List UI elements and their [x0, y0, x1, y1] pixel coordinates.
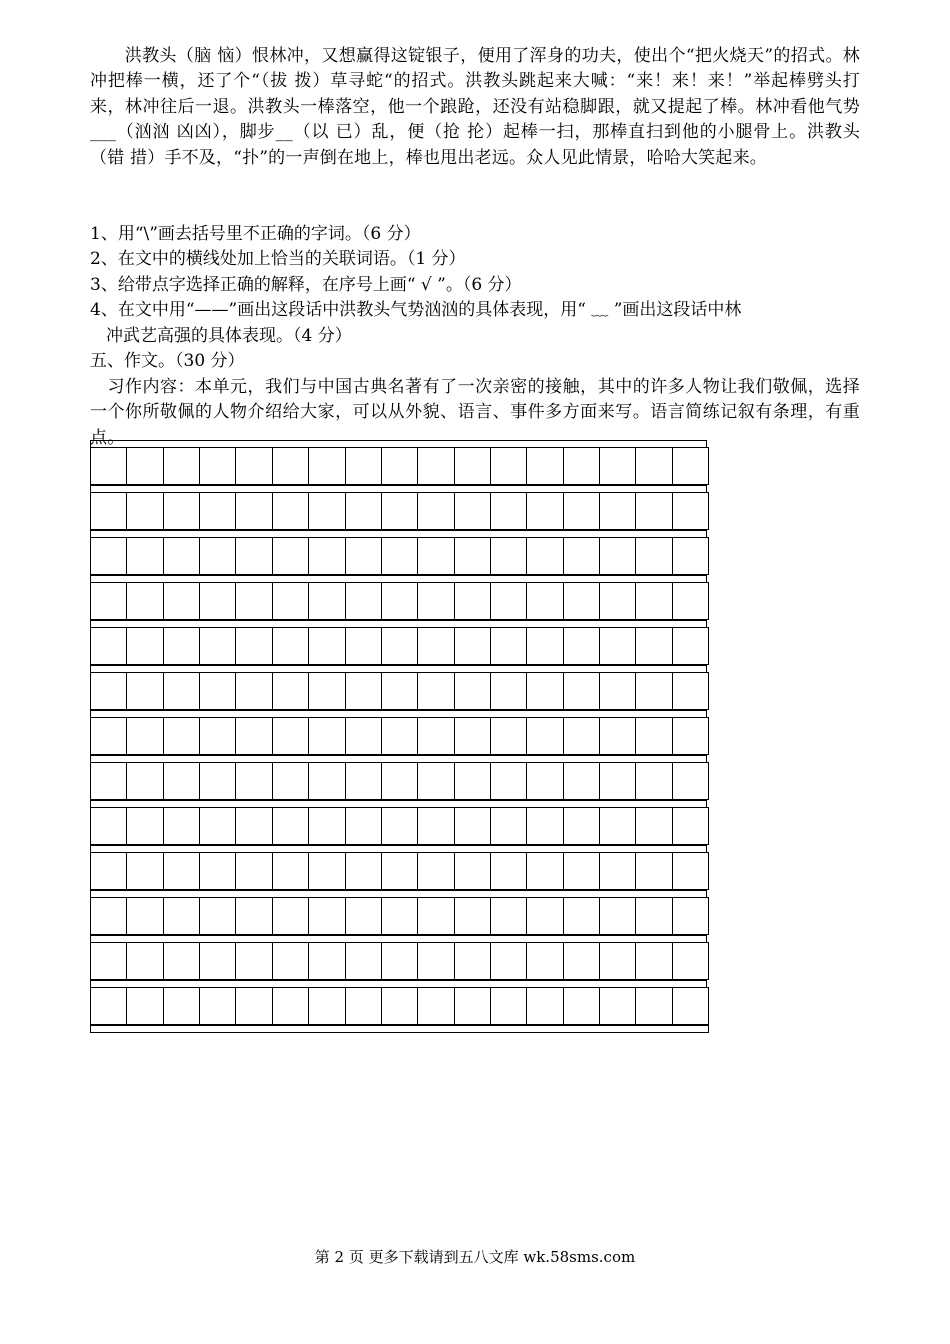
grid-cell[interactable] — [672, 537, 709, 575]
grid-cell[interactable] — [163, 537, 199, 575]
essay-heading: 五、作文。（30 分） — [90, 351, 245, 371]
grid-cell[interactable] — [635, 492, 671, 530]
grid-cell[interactable] — [381, 987, 417, 1025]
grid-cell[interactable] — [635, 672, 671, 710]
grid-cell[interactable] — [635, 987, 671, 1025]
grid-cell[interactable] — [90, 447, 126, 485]
question-4-continued: 冲武艺高强的具体表现。（4 分） — [106, 326, 352, 346]
grid-cell[interactable] — [308, 492, 344, 530]
grid-cell[interactable] — [199, 447, 235, 485]
grid-cell[interactable] — [163, 897, 199, 935]
grid-cell[interactable] — [454, 987, 490, 1025]
grid-cell[interactable] — [490, 942, 526, 980]
grid-cell[interactable] — [235, 807, 271, 845]
grid-cell[interactable] — [126, 672, 162, 710]
grid-row-divider — [90, 575, 707, 582]
essay-prompt: 习作内容：本单元，我们与中国古典名著有了一次亲密的接触，其中的许多人物让我们敬佩，选择一个你所敬佩的人物介绍给大家，可以从外貌、语言、事件多方面来写。语言简练记叙有条理，有重点。 — [90, 377, 860, 448]
grid-cell[interactable] — [599, 672, 635, 710]
grid-cell[interactable] — [490, 807, 526, 845]
grid-cell[interactable] — [454, 537, 490, 575]
grid-cell[interactable] — [454, 897, 490, 935]
grid-cell[interactable] — [199, 762, 235, 800]
grid-row — [90, 710, 709, 755]
grid-cell[interactable] — [199, 717, 235, 755]
grid-row — [90, 890, 709, 935]
grid-cell[interactable] — [126, 447, 162, 485]
grid-cell[interactable] — [272, 717, 308, 755]
grid-cell[interactable] — [563, 717, 599, 755]
grid-cell[interactable] — [126, 807, 162, 845]
grid-row — [90, 665, 709, 710]
grid-cell[interactable] — [417, 717, 453, 755]
grid-cell[interactable] — [672, 582, 709, 620]
grid-cell[interactable] — [454, 627, 490, 665]
essay-writing-grid[interactable] — [90, 440, 709, 1025]
grid-cell[interactable] — [163, 582, 199, 620]
grid-cell[interactable] — [199, 987, 235, 1025]
grid-cell[interactable] — [417, 582, 453, 620]
grid-cell[interactable] — [345, 492, 381, 530]
grid-cell[interactable] — [126, 492, 162, 530]
grid-cell[interactable] — [345, 537, 381, 575]
grid-cell[interactable] — [90, 582, 126, 620]
grid-row-divider — [90, 710, 707, 717]
grid-cell[interactable] — [90, 537, 126, 575]
grid-cell[interactable] — [490, 672, 526, 710]
grid-cells — [90, 852, 709, 890]
grid-cell[interactable] — [308, 447, 344, 485]
grid-row-divider — [90, 800, 707, 807]
grid-cell[interactable] — [417, 897, 453, 935]
grid-cell[interactable] — [163, 987, 199, 1025]
grid-cell[interactable] — [163, 672, 199, 710]
grid-cell[interactable] — [235, 987, 271, 1025]
grid-cell[interactable] — [199, 942, 235, 980]
grid-row — [90, 575, 709, 620]
grid-cells — [90, 897, 709, 935]
grid-cell[interactable] — [454, 852, 490, 890]
grid-cells — [90, 672, 709, 710]
grid-cell[interactable] — [672, 492, 709, 530]
grid-cell[interactable] — [90, 492, 126, 530]
grid-cell[interactable] — [272, 582, 308, 620]
grid-cell[interactable] — [490, 717, 526, 755]
grid-cell[interactable] — [490, 897, 526, 935]
grid-cell[interactable] — [490, 537, 526, 575]
grid-cell[interactable] — [635, 807, 671, 845]
grid-cell[interactable] — [490, 627, 526, 665]
grid-cell[interactable] — [672, 672, 709, 710]
grid-cell[interactable] — [235, 897, 271, 935]
grid-cell[interactable] — [635, 762, 671, 800]
grid-cell[interactable] — [381, 852, 417, 890]
grid-cell[interactable] — [381, 897, 417, 935]
grid-cell[interactable] — [599, 717, 635, 755]
grid-cell[interactable] — [308, 942, 344, 980]
grid-cell[interactable] — [235, 717, 271, 755]
grid-row-divider — [90, 620, 707, 627]
grid-cell[interactable] — [163, 762, 199, 800]
grid-cell[interactable] — [272, 897, 308, 935]
grid-cell[interactable] — [199, 492, 235, 530]
grid-cell[interactable] — [454, 807, 490, 845]
grid-cell[interactable] — [563, 807, 599, 845]
grid-cell[interactable] — [490, 987, 526, 1025]
grid-cell[interactable] — [526, 762, 562, 800]
grid-row-divider — [90, 485, 707, 492]
grid-cell[interactable] — [308, 807, 344, 845]
grid-cell[interactable] — [599, 627, 635, 665]
grid-cell[interactable] — [490, 582, 526, 620]
grid-cell[interactable] — [235, 537, 271, 575]
grid-cell[interactable] — [126, 942, 162, 980]
grid-cell[interactable] — [417, 987, 453, 1025]
grid-cell[interactable] — [526, 852, 562, 890]
grid-cell[interactable] — [635, 717, 671, 755]
grid-cell[interactable] — [163, 717, 199, 755]
grid-cell[interactable] — [126, 897, 162, 935]
grid-cell[interactable] — [526, 672, 562, 710]
grid-cell[interactable] — [417, 537, 453, 575]
grid-cell[interactable] — [417, 447, 453, 485]
grid-cell[interactable] — [635, 537, 671, 575]
grid-row — [90, 800, 709, 845]
grid-cells — [90, 537, 709, 575]
grid-cell[interactable] — [345, 627, 381, 665]
grid-cells — [90, 807, 709, 845]
grid-cell[interactable] — [308, 582, 344, 620]
grid-cell[interactable] — [381, 942, 417, 980]
grid-cell[interactable] — [599, 537, 635, 575]
grid-cell[interactable] — [490, 447, 526, 485]
grid-cell[interactable] — [672, 942, 709, 980]
grid-cell[interactable] — [563, 852, 599, 890]
question-2: 2、在文中的横线处加上恰当的关联词语。（1 分） — [90, 249, 466, 269]
grid-cell[interactable] — [308, 672, 344, 710]
grid-cell[interactable] — [526, 627, 562, 665]
grid-cell[interactable] — [126, 717, 162, 755]
grid-cell[interactable] — [635, 627, 671, 665]
grid-cell[interactable] — [599, 762, 635, 800]
grid-cell[interactable] — [526, 987, 562, 1025]
grid-cell[interactable] — [599, 492, 635, 530]
grid-cell[interactable] — [235, 627, 271, 665]
grid-cell[interactable] — [563, 582, 599, 620]
grid-cell[interactable] — [163, 942, 199, 980]
grid-cell[interactable] — [526, 807, 562, 845]
grid-cell[interactable] — [381, 807, 417, 845]
grid-cell[interactable] — [308, 852, 344, 890]
grid-cell[interactable] — [235, 762, 271, 800]
grid-cell[interactable] — [126, 537, 162, 575]
grid-cell[interactable] — [163, 492, 199, 530]
grid-cell[interactable] — [635, 897, 671, 935]
grid-cell[interactable] — [417, 852, 453, 890]
grid-cell[interactable] — [417, 942, 453, 980]
grid-cell[interactable] — [163, 852, 199, 890]
grid-cell[interactable] — [272, 852, 308, 890]
grid-row-divider — [90, 755, 707, 762]
grid-cell[interactable] — [563, 762, 599, 800]
grid-cell[interactable] — [345, 582, 381, 620]
grid-cell[interactable] — [90, 987, 126, 1025]
grid-bottom-border — [90, 1025, 709, 1033]
grid-cells — [90, 582, 709, 620]
grid-cell[interactable] — [417, 627, 453, 665]
question-1: 1、用“\”画去括号里不正确的字词。（6 分） — [90, 224, 421, 244]
grid-cell[interactable] — [345, 987, 381, 1025]
grid-cell[interactable] — [672, 897, 709, 935]
grid-cell[interactable] — [235, 492, 271, 530]
grid-cell[interactable] — [272, 807, 308, 845]
grid-row-divider — [90, 890, 707, 897]
grid-cell[interactable] — [126, 762, 162, 800]
grid-cell[interactable] — [345, 852, 381, 890]
grid-cell[interactable] — [235, 852, 271, 890]
grid-cell[interactable] — [599, 852, 635, 890]
grid-cell[interactable] — [90, 762, 126, 800]
grid-row — [90, 845, 709, 890]
grid-cell[interactable] — [235, 447, 271, 485]
grid-cell[interactable] — [454, 447, 490, 485]
grid-cell[interactable] — [635, 852, 671, 890]
grid-cell[interactable] — [454, 492, 490, 530]
grid-cell[interactable] — [526, 897, 562, 935]
grid-cell[interactable] — [563, 492, 599, 530]
grid-cell[interactable] — [563, 987, 599, 1025]
grid-cell[interactable] — [417, 807, 453, 845]
grid-cell[interactable] — [381, 672, 417, 710]
grid-cell[interactable] — [672, 852, 709, 890]
grid-cell[interactable] — [599, 447, 635, 485]
grid-cell[interactable] — [308, 897, 344, 935]
grid-cell[interactable] — [235, 582, 271, 620]
grid-cell[interactable] — [345, 717, 381, 755]
grid-cell[interactable] — [381, 582, 417, 620]
grid-cell[interactable] — [90, 942, 126, 980]
grid-cells — [90, 447, 709, 485]
grid-cell[interactable] — [126, 627, 162, 665]
grid-cell[interactable] — [90, 807, 126, 845]
grid-cell[interactable] — [526, 537, 562, 575]
grid-cell[interactable] — [126, 852, 162, 890]
grid-cell[interactable] — [272, 762, 308, 800]
grid-cell[interactable] — [672, 627, 709, 665]
grid-cell[interactable] — [381, 492, 417, 530]
grid-row-divider — [90, 935, 707, 942]
grid-cell[interactable] — [526, 492, 562, 530]
grid-row — [90, 440, 709, 485]
grid-cell[interactable] — [90, 672, 126, 710]
grid-cells — [90, 987, 709, 1025]
grid-cell[interactable] — [563, 627, 599, 665]
grid-cell[interactable] — [417, 672, 453, 710]
grid-cell[interactable] — [163, 627, 199, 665]
reading-passage: 洪教头（脑 恼）恨林冲，又想赢得这锭银子，便用了浑身的功夫，使出个“把火烧天”的招式。林冲把棒一横，还了个“（拔 拨）草寻蛇“的招式。洪教头跳起来大喊：“来！来！来！”举起棒劈头打来，林冲往后一退。洪教头一棒落空，他一个踉跄，还没有站稳脚跟，就又提起了棒。林冲看他气势___（汹汹 凶凶），脚步__（以 已）乱，便（抢 抡）起棒一扫，那棒直扫到他的小腿骨上。洪教头（错 措）手不及，“扑”的一声倒在地上，棒也甩出老远。众人见此情景，哈哈大笑起来。 — [90, 46, 860, 168]
grid-row — [90, 980, 709, 1025]
grid-cell[interactable] — [90, 852, 126, 890]
grid-cell[interactable] — [272, 987, 308, 1025]
grid-cell[interactable] — [345, 942, 381, 980]
grid-cell[interactable] — [563, 942, 599, 980]
grid-cell[interactable] — [345, 447, 381, 485]
question-3: 3、给带点字选择正确的解释，在序号上画“ √ ”。（6 分） — [90, 275, 522, 295]
grid-cell[interactable] — [381, 627, 417, 665]
grid-cell[interactable] — [563, 447, 599, 485]
grid-cell[interactable] — [272, 447, 308, 485]
grid-cell[interactable] — [417, 492, 453, 530]
grid-cell[interactable] — [454, 672, 490, 710]
grid-cell[interactable] — [272, 537, 308, 575]
grid-cell[interactable] — [308, 987, 344, 1025]
grid-cell[interactable] — [563, 672, 599, 710]
grid-cell[interactable] — [672, 447, 709, 485]
grid-cell[interactable] — [199, 582, 235, 620]
grid-row-divider — [90, 665, 707, 672]
grid-cell[interactable] — [199, 627, 235, 665]
grid-cell[interactable] — [126, 987, 162, 1025]
grid-cell[interactable] — [599, 582, 635, 620]
grid-cell[interactable] — [526, 717, 562, 755]
grid-cell[interactable] — [599, 897, 635, 935]
grid-cell[interactable] — [272, 492, 308, 530]
grid-cell[interactable] — [490, 762, 526, 800]
grid-cell[interactable] — [526, 582, 562, 620]
grid-cell[interactable] — [199, 807, 235, 845]
grid-cell[interactable] — [672, 807, 709, 845]
grid-row-divider — [90, 980, 707, 987]
grid-cells — [90, 717, 709, 755]
grid-row — [90, 935, 709, 980]
grid-cell[interactable] — [381, 762, 417, 800]
grid-row-divider — [90, 440, 707, 447]
grid-cell[interactable] — [272, 672, 308, 710]
grid-row — [90, 755, 709, 800]
grid-cell[interactable] — [599, 807, 635, 845]
grid-cell[interactable] — [90, 627, 126, 665]
grid-cell[interactable] — [308, 537, 344, 575]
grid-cell[interactable] — [163, 447, 199, 485]
grid-cell[interactable] — [272, 627, 308, 665]
grid-row — [90, 485, 709, 530]
grid-cell[interactable] — [199, 852, 235, 890]
grid-cell[interactable] — [454, 582, 490, 620]
page-footer: 第 2 页 更多下载请到五八文库 wk.58sms.com — [314, 1248, 636, 1266]
grid-cells — [90, 627, 709, 665]
grid-cell[interactable] — [345, 897, 381, 935]
grid-cell[interactable] — [199, 897, 235, 935]
grid-cell[interactable] — [599, 942, 635, 980]
grid-cell[interactable] — [308, 717, 344, 755]
grid-cell[interactable] — [90, 897, 126, 935]
grid-cell[interactable] — [381, 537, 417, 575]
grid-cell[interactable] — [381, 717, 417, 755]
grid-row-divider — [90, 530, 707, 537]
grid-cell[interactable] — [672, 717, 709, 755]
grid-cell[interactable] — [454, 717, 490, 755]
grid-cell[interactable] — [599, 987, 635, 1025]
grid-cell[interactable] — [672, 762, 709, 800]
grid-row — [90, 620, 709, 665]
grid-cell[interactable] — [526, 942, 562, 980]
grid-cell[interactable] — [90, 717, 126, 755]
grid-cells — [90, 762, 709, 800]
grid-row-divider — [90, 845, 707, 852]
grid-cell[interactable] — [563, 537, 599, 575]
grid-cells — [90, 942, 709, 980]
grid-cell[interactable] — [672, 987, 709, 1025]
grid-cell[interactable] — [163, 807, 199, 845]
grid-cell[interactable] — [635, 582, 671, 620]
grid-cells — [90, 492, 709, 530]
grid-cell[interactable] — [345, 807, 381, 845]
grid-cell[interactable] — [635, 942, 671, 980]
grid-cell[interactable] — [563, 897, 599, 935]
grid-cell[interactable] — [381, 447, 417, 485]
grid-cell[interactable] — [454, 942, 490, 980]
grid-cell[interactable] — [308, 762, 344, 800]
grid-cell[interactable] — [454, 762, 490, 800]
grid-cell[interactable] — [235, 672, 271, 710]
grid-cell[interactable] — [235, 942, 271, 980]
grid-cell[interactable] — [526, 447, 562, 485]
grid-cell[interactable] — [199, 672, 235, 710]
grid-cell[interactable] — [272, 942, 308, 980]
grid-cell[interactable] — [417, 762, 453, 800]
question-4: 4、在文中用“——”画出这段话中洪教头气势汹汹的具体表现，用“ ﹏ ”画出这段话中林 — [90, 300, 742, 320]
grid-cell[interactable] — [490, 492, 526, 530]
grid-cell[interactable] — [308, 627, 344, 665]
grid-cell[interactable] — [490, 852, 526, 890]
grid-cell[interactable] — [345, 672, 381, 710]
grid-cell[interactable] — [345, 762, 381, 800]
grid-row — [90, 530, 709, 575]
grid-cell[interactable] — [635, 447, 671, 485]
grid-cell[interactable] — [126, 582, 162, 620]
grid-cell[interactable] — [199, 537, 235, 575]
